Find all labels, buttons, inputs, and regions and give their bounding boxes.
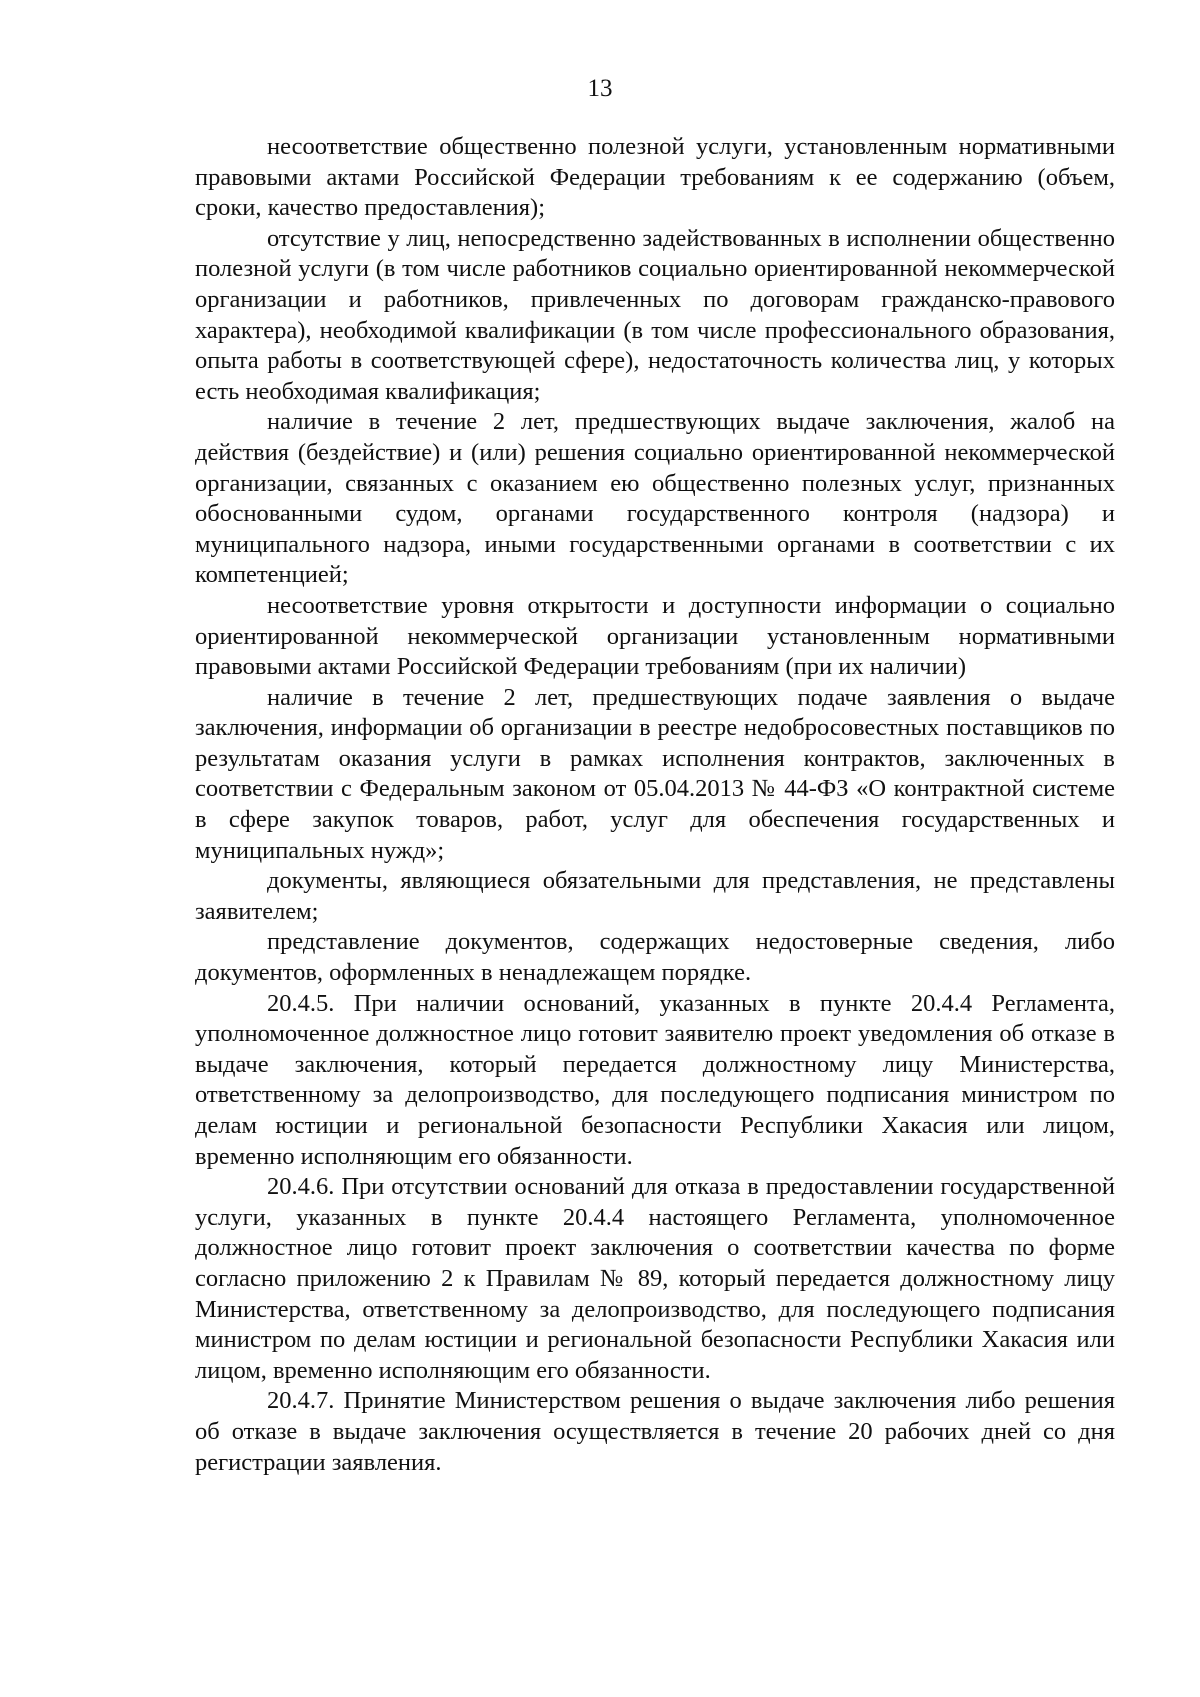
paragraph-criterion-documents-missing: документы, являющиеся обязательными для представления, не представлены заявителем;: [195, 867, 1115, 925]
page-number: 13: [587, 75, 613, 102]
document-body: [195, 132, 1115, 1478]
paragraph-20-4-7: 20.4.7. Принятие Министерством решения о выдаче заключения либо решения об отказе в выдаче заключения осуществляется в течение 20 рабочих дней со дня регистрации заявления.: [195, 1387, 1115, 1476]
paragraph-criterion-complaints: наличие в течение 2 лет, предшествующих выдаче заключения, жалоб на действия (бездействие) и (или) решения социально ориентированной некоммерческой организации, связанных с оказанием ею общественно полезных услуг, признанных обоснованными судом, органами государственного контроля (надзора) и муниципального надзора, иными государственными органами в соответствии с их компетенцией;: [195, 408, 1115, 589]
paragraph-criterion-service-mismatch: несоответствие общественно полезной услуги, установленным нормативными правовыми актами Российской Федерации требованиям к ее содержанию (объем, сроки, качество предоставления);: [195, 133, 1115, 222]
paragraph-criterion-openness: несоответствие уровня открытости и доступности информации о социально ориентированной некоммерческой организации установленным нормативными правовыми актами Российской Федерации требованиям (при их наличии): [195, 591, 1115, 681]
paragraph-20-4-6: 20.4.6. При отсутствии оснований для отказа в предоставлении государственной услуги, указанных в пункте 20.4.4 настоящего Регламента, уполномоченное должностное лицо готовит проект заключения о соответствии качества по форме согласно приложению 2 к Правилам № 89, который передается должностному лицу Министерства, ответственному за делопроизводство, для последующего подписания министром по делам юстиции и региональной безопасности Республики Хакасия или лицом, временно исполняющим его обязанности.: [195, 1173, 1115, 1384]
paragraph-criterion-false-documents: представление документов, содержащих недостоверные сведения, либо документов, оформленных в ненадлежащем порядке.: [195, 928, 1115, 987]
paragraph-20-4-5: 20.4.5. При наличии оснований, указанных в пункте 20.4.4 Регламента, уполномоченное должностное лицо готовит заявителю проект уведомления об отказе в выдаче заключения, который передается должностному лицу Министерства, ответственному за делопроизводство, для последующего подписания министром по делам юстиции и региональной безопасности Республики Хакасия или лицом, временно исполняющим его обязанности.: [195, 989, 1115, 1170]
paragraph-criterion-qualification: отсутствие у лиц, непосредственно задействованных в исполнении общественно полезной услуги (в том числе работников социально ориентированной некоммерческой организации и работников, привлеченных по договорам гражданско-правового характера), необходимой квалификации (в том числе профессионального образования, опыта работы в соответствующей сфере), недостаточность количества лиц, у которых есть необходимая квалификация;: [195, 224, 1115, 405]
paragraph-criterion-dishonest-suppliers: наличие в течение 2 лет, предшествующих подаче заявления о выдаче заключения, информации об организации в реестре недобросовестных поставщиков по результатам оказания услуги в рамках исполнения контрактов, заключенных в соответствии с Федеральным законом от 05.04.2013 № 44-ФЗ «О контрактной системе в сфере закупок товаров, работ, услуг для обеспечения государственных и муниципальных нужд»;: [195, 683, 1115, 864]
